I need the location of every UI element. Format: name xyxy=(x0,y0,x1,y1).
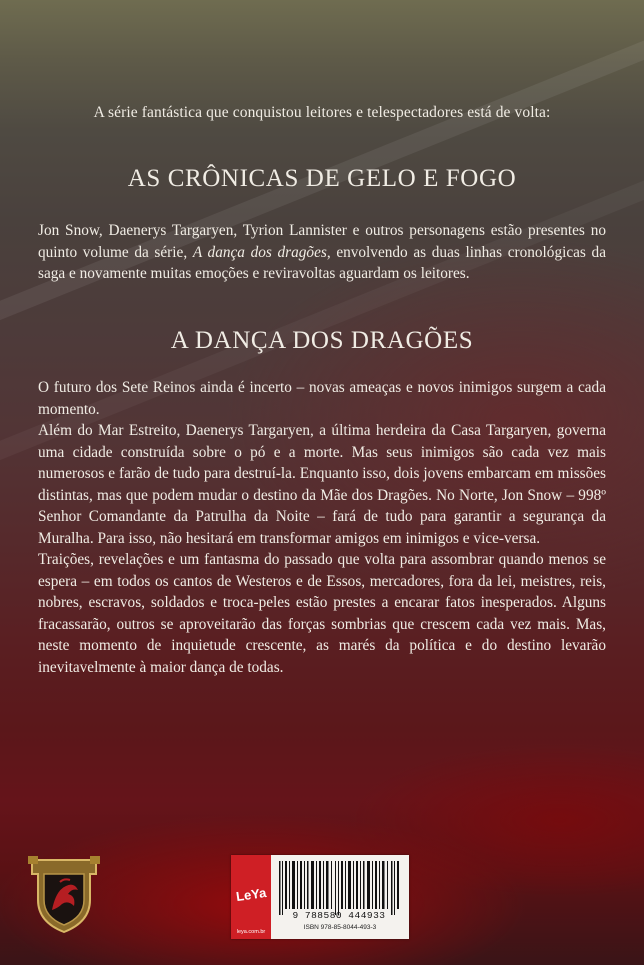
intro-text: A série fantástica que conquistou leitores e telespectadores está de volta: xyxy=(93,104,551,121)
synopsis-paragraph: Traições, revelações e um fantasma do passado que volta para assombrar quando menos se espera – em todos os cantos de Westeros e de Essos, mercadores, fora da lei, meistres, reis, nobres, escravos, soldados e troca-peles estão prestes a encarar fatos inesperados. Alguns fracassarão, outros se aproveitarão das forças sombrias que crescem cada vez mais. Mas, neste momento de inquietude crescente, as marés da política e do destino levarão inevitavelmente à maior dança de todas. xyxy=(38,551,606,676)
publisher-url: leya.com.br xyxy=(236,929,266,935)
synopsis xyxy=(38,377,606,678)
house-targaryen-dragon-sigil-icon xyxy=(22,852,106,936)
synopsis-paragraph: O futuro dos Sete Reinos ainda é incerto – novas ameaças e novos inimigos surgem a cada momento. xyxy=(38,379,606,418)
isbn-text: ISBN 978-85-8044-493-3 xyxy=(303,924,377,931)
synopsis-paragraph: Além do Mar Estreito, Daenerys Targaryen, a última herdeira da Casa Targaryen, governa uma cidade construída sobre o pó e a morte. Mas seus inimigos são cada vez mais numerosos e farão de tudo para destruí-la. Enquanto isso, dois jovens embarcam em missões distintas, mas que podem mudar o destino da Mãe dos Dragões. No Norte, Jon Snow – 998º Senhor Comandante da Patrulha da Noite – fará de tudo para garantir a segurança da Muralha. Para isso, não hesitará em transformar amigos em inimigos e vice-versa. xyxy=(38,422,606,547)
series-title: AS CRÔNICAS DE GELO E FOGO xyxy=(127,165,517,192)
series-description: Jon Snow, Daenerys Targaryen, Tyrion Lannister e outros personagens estão presentes no quinto volume da série, A dança dos dragões, envolvendo as duas linhas cronológicas da saga e novamente muitas emoções e reviravoltas aguardam os leitores. xyxy=(38,222,606,282)
leya-logo-text: LeYa xyxy=(234,884,268,904)
barcode-panel xyxy=(231,855,409,939)
barcode-icon xyxy=(277,861,401,915)
book-title-italic: A dança dos dragões xyxy=(192,243,327,261)
leya-logo xyxy=(231,855,271,939)
barcode-digits: 9 788580 444933 xyxy=(292,910,386,921)
book-title: A DANÇA DOS DRAGÕES xyxy=(170,327,474,354)
